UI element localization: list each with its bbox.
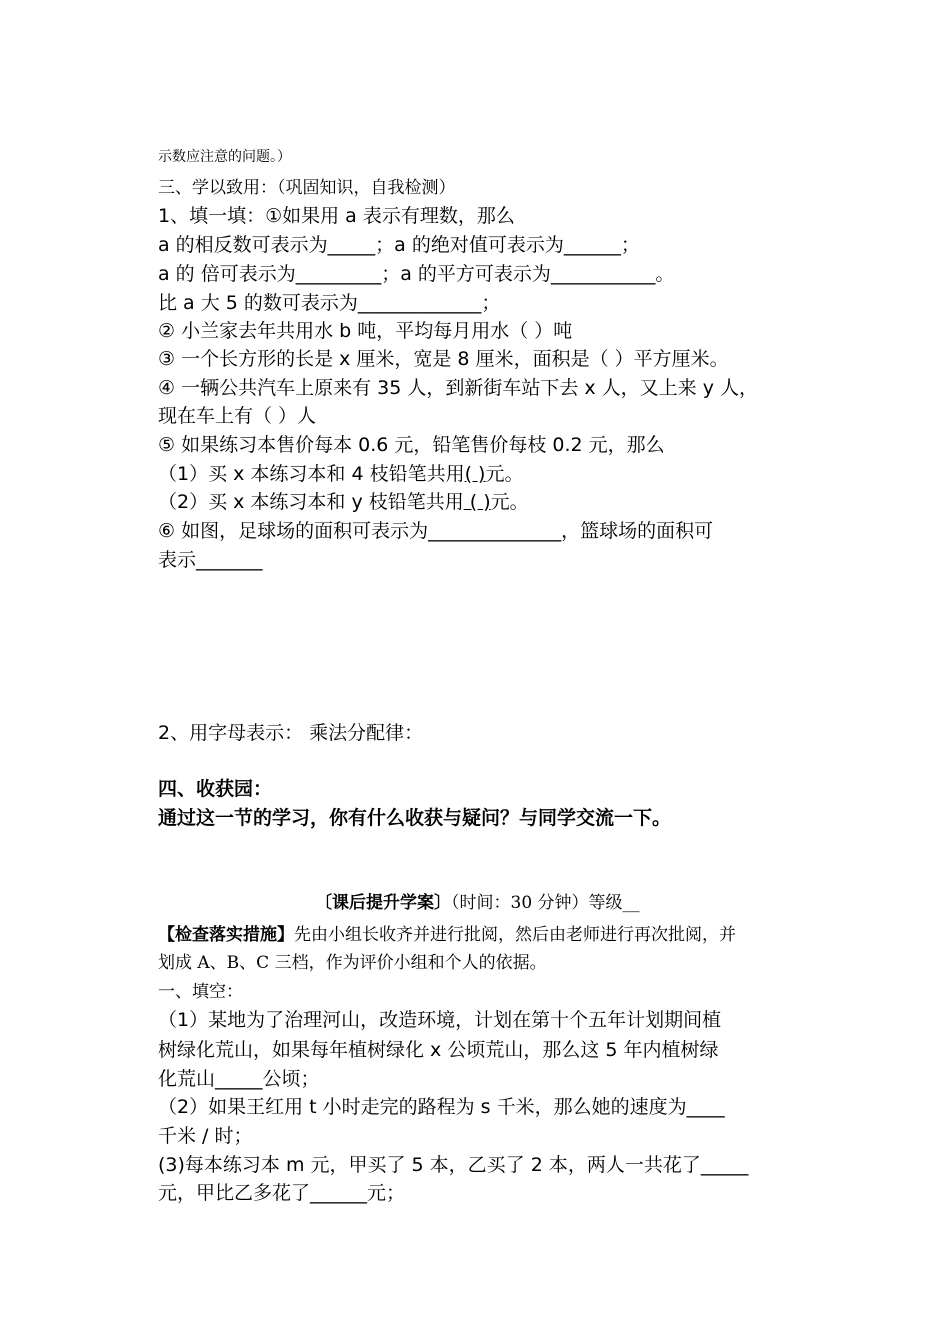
q5-part2-text: （2）买 x 本练习本和 y 枝铅笔共用 — [158, 491, 464, 513]
q3-text: ③ 一个长方形的长是 x 厘米，宽是 8 厘米，面积是（ ）平方厘米。 — [158, 348, 729, 370]
q5-part1-blank: ( ) — [464, 463, 486, 485]
q5-part2 — [158, 487, 529, 514]
measure-label: 【检查落实措施】 — [158, 925, 294, 945]
q1-intro: 1、填一填：①如果用 a 表示有理数，那么 — [158, 205, 515, 227]
p2-line2: 千米 / 时； — [158, 1125, 253, 1147]
q5-part1-text: （1）买 x 本练习本和 4 枝铅笔共用 — [158, 463, 465, 485]
after-class-title-rest: （时间：30 分钟）等级__ — [451, 893, 640, 913]
p2-line1: （2）如果王红用 t 小时走完的路程为 s 千米，那么她的速度为____ — [158, 1096, 725, 1118]
p1-line2: 树绿化荒山，如果每年植树绿化 x 公顷荒山，那么这 5 年内植树绿 — [158, 1039, 719, 1061]
after-class-title-bold: 〔课后提升学案〕 — [315, 893, 451, 913]
fill-heading: 一、填空： — [158, 982, 243, 1002]
section-four-heading: 四、收获园： — [158, 778, 273, 800]
q7-text: 2、用字母表示： 乘法分配律： — [158, 722, 424, 744]
q6-line2: 表示_______ — [158, 549, 263, 571]
p1-line1: （1）某地为了治理河山，改造环境，计划在第十个五年计划期间植 — [158, 1009, 722, 1031]
q5-part2-blank: ( ) — [463, 491, 491, 513]
q4-line2: 现在车上有（ ）人 — [158, 405, 317, 427]
measure-text: 先由小组长收齐并进行批阅，然后由老师进行再次批阅，并 — [294, 925, 736, 945]
p1-line3: 化荒山_____公顷； — [158, 1068, 320, 1090]
q5-part1-unit: 元。 — [485, 463, 524, 485]
q5-part1 — [158, 459, 523, 486]
q6-line1: ⑥ 如图，足球场的面积可表示为______________，篮球场的面积可 — [158, 520, 714, 542]
measure-line2: 划成 A、B、C 三档，作为评价小组和个人的依据。 — [158, 953, 547, 973]
section-four-body: 通过这一节的学习，你有什么收获与疑问？与同学交流一下。 — [158, 807, 672, 829]
p3-line1: (3)每本练习本 m 元，甲买了 5 本，乙买了 2 本，两人一共花了_____ — [158, 1154, 749, 1176]
p3-line2: 元，甲比乙多花了______元； — [158, 1182, 406, 1204]
q1-line3: 比 a 大 5 的数可表示为_____________； — [158, 292, 501, 314]
q1-line1: a 的相反数可表示为_____；a 的绝对值可表示为______； — [158, 234, 640, 256]
section-three-heading: 三、学以致用：（巩固知识，自我检测） — [158, 178, 456, 198]
q1-line2: a 的 倍可表示为_________；a 的平方可表示为___________。 — [158, 263, 675, 285]
q5-part2-unit: 元。 — [490, 491, 529, 513]
q4-line1: ④ 一辆公共汽车上原来有 35 人，到新街车站下去 x 人，又上来 y 人， — [158, 377, 758, 399]
after-class-title — [315, 888, 640, 913]
measure-line1 — [158, 920, 736, 945]
q5-intro: ⑤ 如果练习本售价每本 0.6 元，铅笔售价每枝 0.2 元，那么 — [158, 434, 665, 456]
q2-text: ② 小兰家去年共用水 b 吨，平均每月用水（ ）吨 — [158, 320, 573, 342]
continuation-text: 示数应注意的问题。） — [158, 149, 291, 165]
